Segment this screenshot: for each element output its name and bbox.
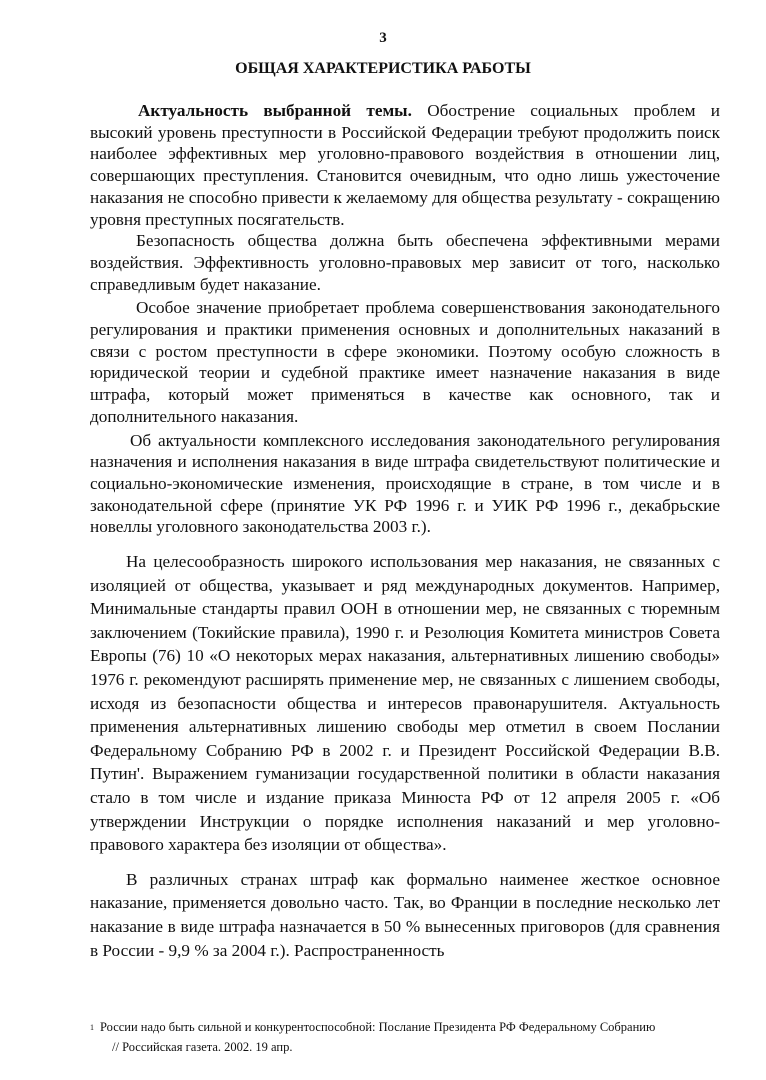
page-number: 3 (379, 30, 387, 46)
footnote-line-2: // Российская газета. 2002. 19 апр. (112, 1040, 293, 1054)
paragraph-countries: В различных странах штраф как формально наименее жесткое основное наказание, применяется довольно часто. Так, во Франции в последние несколько лет наказание в виде штрафа назначается в 50 % вынесенных приговоров (для сравнения в России - 9,9 % за 2004 г.). Распространенность (90, 869, 720, 960)
paragraph-text: Обострение социальных проблем и высокий уровень преступности в Российской Федерации требуют продолжить поиск наиболее эффективных мер уголовно-правового воздействия в отношении лиц, совершающих преступления. Становится очевидным, что одно лишь ужесточение наказания не способно привести к желаемому для общества результату - сокращению уровня преступных посягательств. (90, 101, 720, 229)
paragraph-safety: Безопасность общества должна быть обеспечена эффективными мерами воздействия. Эффективность уголовно-правовых мер зависит от того, насколько справедливым будет наказание. (90, 231, 720, 294)
body-text (90, 100, 720, 962)
page-title: ОБЩАЯ ХАРАКТЕРИСТИКА РАБОТЫ (235, 60, 531, 77)
footnote-line-1: России надо быть сильной и конкурентоспособной: Послание Президента РФ Федеральному Собранию (100, 1020, 656, 1034)
paragraph-importance: Особое значение приобретает проблема совершенствования законодательного регулирования и практики применения основных и дополнительных наказаний в связи с ростом преступности в сфере экономики. Поэтому особую сложность в юридической теории и судебной практике имеет назначение наказания в виде штрафа, который может применяться в качестве как основного, так и дополнительного наказания. (90, 298, 720, 426)
paragraph-research: Об актуальности комплексного исследования законодательного регулирования назначения и исполнения наказания в виде штрафа свидетельствуют политические и социально-экономические изменения, происходящие в стране, в том числе и в законодательной сфере (принятие УК РФ 1996 г. и УИК РФ 1996 г., декабрьские новеллы уголовного законодательства 2003 г.). (90, 430, 720, 537)
paragraph-relevance (90, 100, 720, 230)
footnote (90, 1017, 726, 1057)
footnote-divider (90, 1003, 250, 1004)
paragraph-lead: Актуальность выбранной темы. (138, 101, 412, 120)
paragraph-international: На целесообразность широкого использования мер наказания, не связанных с изоляцией от общества, указывает и ряд международных документов. Например, Минимальные стандарты правил ООН в отношении мер, не связанных с тюремным заключением (Токийские правила), 1990 г. и Резолюция Комитета министров Совета Европы (76) 10 «О некоторых мерах наказания, альтернативных лишению свободы» 1976 г. рекомендуют расширять применение мер, не связанных с лишением свободы, исходя из безопасности общества и интересов правонарушителя. Актуальность применения альтернативных лишению свободы мер отметил в своем Послании Федеральному Собранию РФ в 2002 г. и Президент Российской Федерации В.В. Путин'. Выражением гуманизации государственной политики в области наказания стало в том числе и издание приказа Минюста РФ от 12 апреля 2005 г. «Об утверждении Инструкции о порядке исполнения наказаний и мер уголовно-правового характера без изоляции от общества». (90, 552, 720, 855)
footnote-marker: 1 (90, 1023, 94, 1032)
